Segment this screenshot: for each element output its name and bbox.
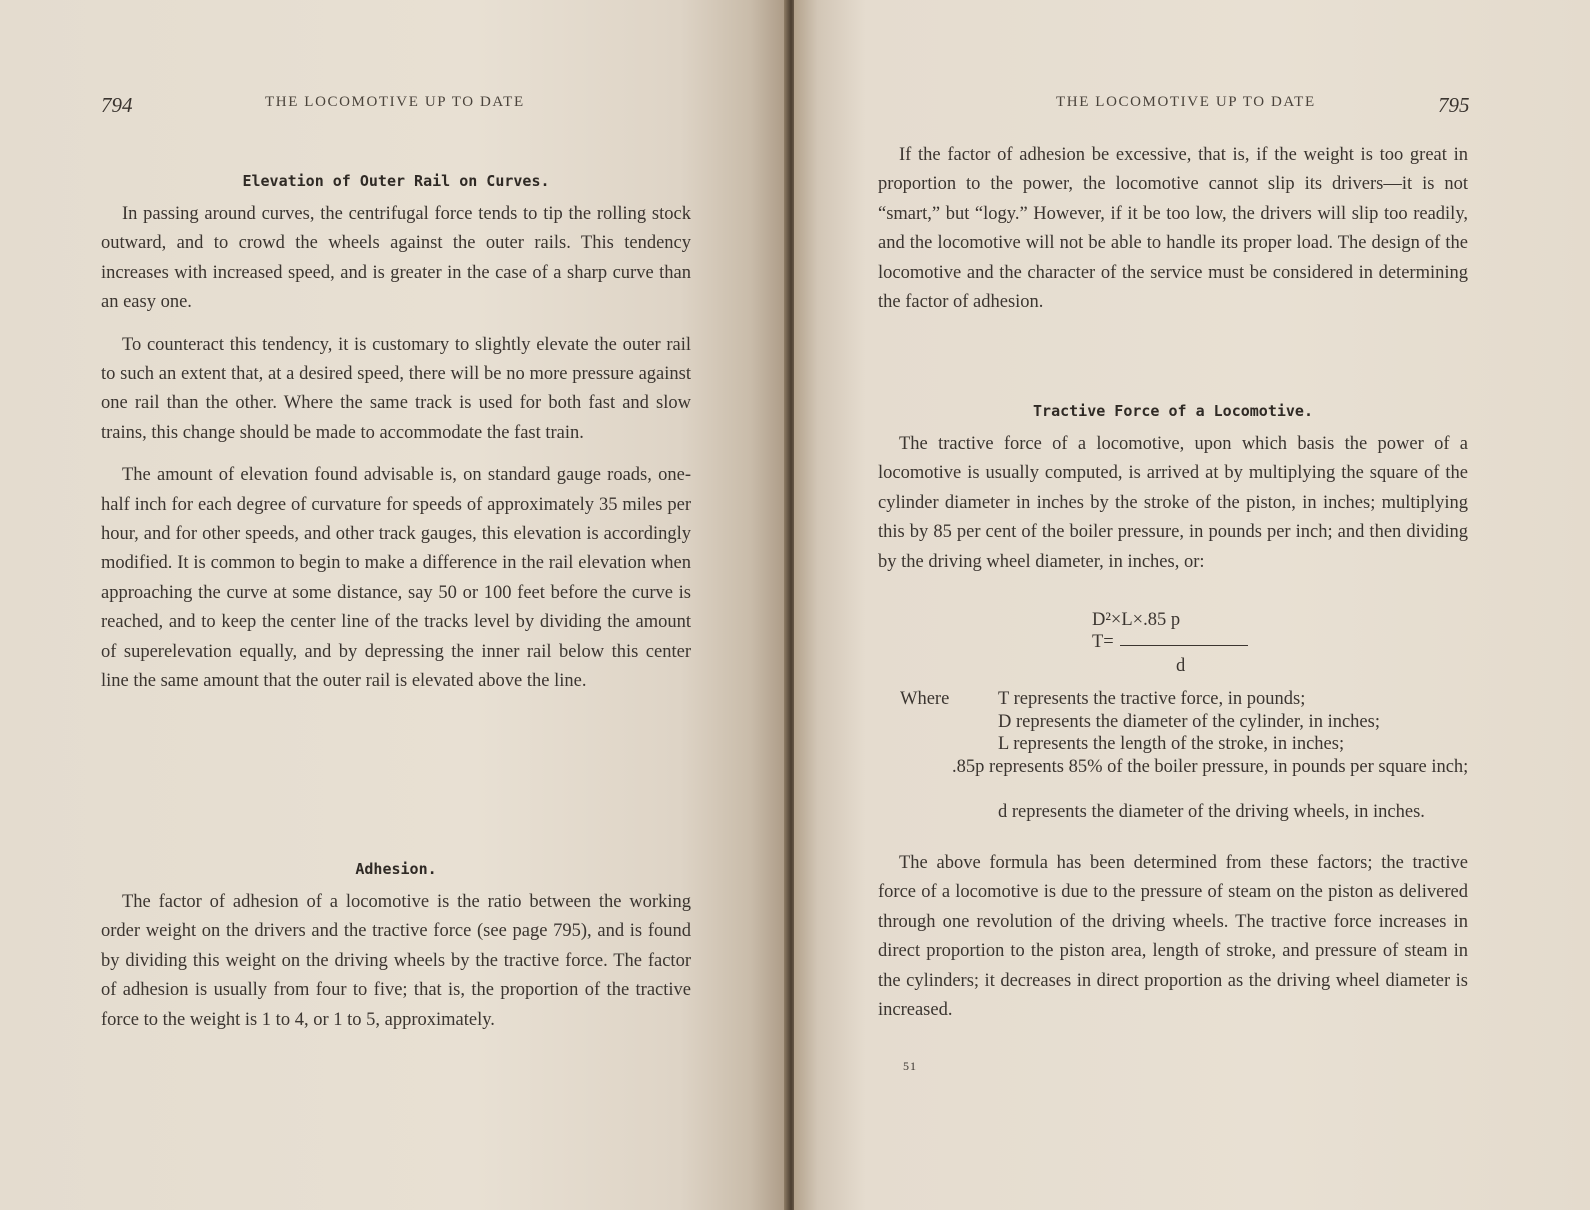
formula-numerator: D²×L×.85 p xyxy=(1092,610,1181,630)
section-heading: Elevation of Outer Rail on Curves. xyxy=(242,172,550,190)
where-label: Where xyxy=(900,689,950,709)
definition-item: .85p represents 85% of the boiler pressure, in pounds per square inch; xyxy=(952,757,1469,777)
definition-item: T represents the tractive force, in pounds; xyxy=(998,689,1306,709)
section-elevation xyxy=(101,172,691,697)
right-page xyxy=(794,0,1590,1210)
paragraph: To counteract this tendency, it is customary to slightly elevate the outer rail to such an extent that, at a desired speed, there will be no more pressure against one rail than the other. Where the same track is used for both fast and slow trains, this change should be made to accommodate the fast train. xyxy=(101,334,691,443)
paragraph: The amount of elevation found advisable is, on standard gauge roads, one-half inch for each degree of curvature for speeds of approximately 35 miles per hour, and for other speeds, and other track gauges, this elevation is accordingly modified. It is common to begin to make a difference in the rail elevation when approaching the curve at some distance, say 50 or 100 feet before the curve is reached, and to keep the center line of the tracks level by dividing the amount of superelevation equally, and by depressing the inner rail below this center line the same amount that the outer rail is elevated above the line. xyxy=(101,465,691,692)
section-heading: Tractive Force of a Locomotive. xyxy=(1033,402,1313,420)
section-tractive-force xyxy=(878,402,1468,577)
running-head: THE LOCOMOTIVE UP TO DATE xyxy=(265,94,525,110)
definition-item: L represents the length of the stroke, in inches; xyxy=(998,734,1345,754)
intro-block xyxy=(878,141,1468,317)
definition-item: d represents the diameter of the driving wheels, in inches. xyxy=(998,802,1425,822)
paragraph: In passing around curves, the centrifugal force tends to tip the rolling stock outward, and to crowd the wheels against the outer rails. This tendency increases with increased speed, and is greater in the case of a sharp curve than an easy one. xyxy=(101,204,691,313)
fraction-bar xyxy=(1120,645,1248,646)
page-number: 795 xyxy=(1438,93,1470,117)
running-head: THE LOCOMOTIVE UP TO DATE xyxy=(1056,94,1316,110)
signature-mark: 51 xyxy=(903,1059,917,1073)
paragraph: The tractive force of a locomotive, upon which basis the power of a locomotive is usually computed, is arrived at by multiplying the square of the cylinder diameter in inches by the stroke of the piston, in inches; multiplying this by 85 per cent of the boiler pressure, in pounds per inch; and then dividing by the driving wheel diameter, in inches, or: xyxy=(878,434,1468,572)
formula-denominator: d xyxy=(1176,656,1186,676)
paragraph: The above formula has been determined from these factors; the tractive force of a locomotive is due to the pressure of steam on the piston as delivered through one revolution of the driving wheels. The tractive force increases in direct proportion to the piston area, length of stroke, and pressure of steam in the cylinders; it decreases in direct proportion as the driving wheel diameter is increased. xyxy=(878,853,1468,1021)
paragraph: If the factor of adhesion be excessive, that is, if the weight is too great in proportion to the power, the locomotive cannot slip its drivers—it is not “smart,” but “logy.” However, if it be too low, the drivers will slip too readily, and the locomotive will not be able to handle its proper load. The design of the locomotive and the character of the service must be considered in determining the factor of adhesion. xyxy=(878,145,1468,313)
section-heading: Adhesion. xyxy=(355,860,437,878)
definition-item: D represents the diameter of the cylinder, in inches; xyxy=(998,712,1380,732)
page-number: 794 xyxy=(101,93,133,117)
formula-lhs: T= xyxy=(1092,632,1114,652)
closing-block xyxy=(878,849,1468,1025)
paragraph: The factor of adhesion of a locomotive is the ratio between the working order weight on the drivers and the tractive force (see page 795), and is found by dividing this weight on the driving wheels by the tractive force. The factor of adhesion is usually from four to five; that is, the proportion of the tractive force to the weight is 1 to 4, or 1 to 5, approximately. xyxy=(101,892,691,1030)
left-page xyxy=(0,0,790,1210)
section-adhesion xyxy=(101,860,691,1035)
